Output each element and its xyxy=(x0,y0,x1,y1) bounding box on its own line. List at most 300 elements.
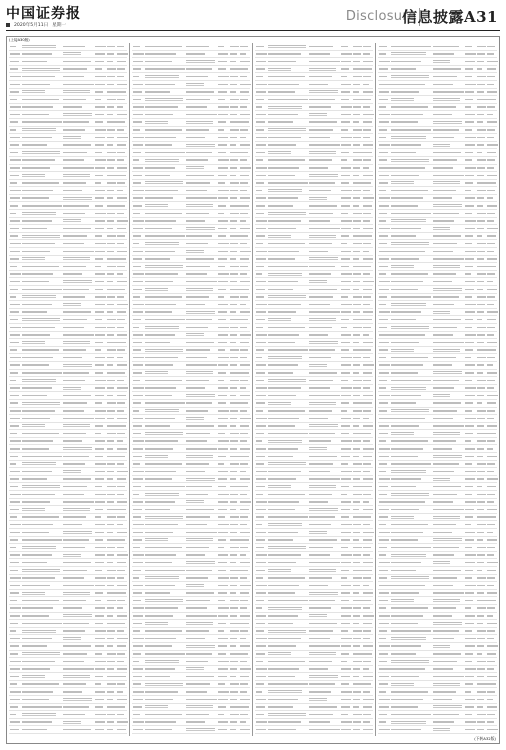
table-cell xyxy=(95,167,105,169)
table-cell xyxy=(433,220,455,222)
table-cell xyxy=(63,129,85,131)
table-cell xyxy=(22,456,62,458)
table-row xyxy=(255,370,373,378)
table-cell xyxy=(133,471,144,473)
table-cell xyxy=(63,668,94,670)
table-cell xyxy=(391,470,426,473)
table-cell xyxy=(230,509,236,511)
table-cell xyxy=(391,91,419,93)
table-cell xyxy=(145,152,185,154)
table-cell xyxy=(256,653,265,655)
table-cell xyxy=(363,585,369,587)
table-cell xyxy=(10,410,21,412)
table-cell xyxy=(363,630,371,632)
table-cell xyxy=(341,683,349,685)
table-cell xyxy=(433,494,457,496)
table-cell xyxy=(363,471,369,473)
table-cell xyxy=(107,615,113,617)
table-row xyxy=(378,362,497,370)
table-cell xyxy=(22,235,60,238)
table-row xyxy=(132,180,250,188)
table-cell xyxy=(363,463,371,465)
table-cell xyxy=(256,167,267,169)
table-cell xyxy=(487,615,493,617)
table-cell xyxy=(487,349,496,351)
table-cell xyxy=(22,524,53,526)
table-cell xyxy=(186,53,205,55)
table-row xyxy=(378,726,497,734)
table-row xyxy=(132,278,250,286)
table-cell xyxy=(63,554,81,557)
table-cell xyxy=(379,167,391,169)
table-cell xyxy=(133,524,144,526)
table-cell xyxy=(22,592,45,595)
table-cell xyxy=(256,342,266,344)
table-cell xyxy=(10,53,20,55)
table-cell xyxy=(465,562,475,564)
table-cell xyxy=(341,448,351,450)
table-cell xyxy=(465,68,474,70)
table-row xyxy=(255,552,373,560)
table-cell xyxy=(22,266,59,268)
table-cell xyxy=(465,547,473,549)
table-row xyxy=(132,240,250,248)
table-row xyxy=(9,499,127,507)
table-cell xyxy=(433,607,456,609)
table-cell xyxy=(186,478,215,481)
table-cell xyxy=(240,478,249,480)
table-cell xyxy=(391,52,426,55)
table-cell xyxy=(117,668,127,670)
table-cell xyxy=(391,265,414,268)
table-cell xyxy=(186,524,207,526)
table-cell xyxy=(391,592,419,594)
table-cell xyxy=(218,456,226,458)
table-cell xyxy=(230,61,236,63)
table-cell xyxy=(218,114,228,116)
table-cell xyxy=(107,144,113,146)
table-cell xyxy=(465,653,474,655)
table-cell xyxy=(218,676,227,678)
table-row xyxy=(255,309,373,317)
table-cell xyxy=(107,68,116,70)
table-cell xyxy=(487,76,495,78)
table-cell xyxy=(268,683,308,685)
table-row xyxy=(132,271,250,279)
table-cell xyxy=(353,668,361,670)
table-cell xyxy=(309,638,330,640)
table-cell xyxy=(341,433,349,435)
table-cell xyxy=(63,205,89,207)
table-row xyxy=(255,658,373,666)
table-cell xyxy=(186,333,204,336)
table-cell xyxy=(63,90,90,93)
table-row xyxy=(255,537,373,545)
table-cell xyxy=(268,372,293,374)
table-cell xyxy=(186,570,212,572)
table-cell xyxy=(477,144,484,146)
table-row xyxy=(378,347,497,355)
table-cell xyxy=(353,296,362,298)
table-cell xyxy=(133,106,144,108)
table-cell xyxy=(145,501,175,503)
table-cell xyxy=(218,167,228,169)
table-cell xyxy=(309,471,330,473)
table-cell xyxy=(391,84,425,86)
table-cell xyxy=(218,281,228,283)
table-cell xyxy=(379,501,391,503)
table-cell xyxy=(487,53,494,55)
table-cell xyxy=(22,471,52,473)
table-row xyxy=(132,43,250,51)
table-row xyxy=(378,529,497,537)
table-row xyxy=(378,324,497,332)
table-cell xyxy=(117,296,124,298)
table-cell xyxy=(309,494,332,496)
table-cell xyxy=(107,319,116,321)
table-cell xyxy=(309,410,332,412)
table-cell xyxy=(230,592,236,594)
table-cell xyxy=(117,281,126,283)
table-cell xyxy=(391,205,418,207)
table-cell xyxy=(186,273,207,275)
table-cell xyxy=(268,281,298,283)
table-cell xyxy=(22,159,55,161)
table-cell xyxy=(477,311,484,313)
table-cell xyxy=(10,190,21,192)
table-cell xyxy=(477,167,485,169)
table-cell xyxy=(477,433,487,435)
table-cell xyxy=(268,379,306,382)
table-cell xyxy=(379,630,387,632)
table-cell xyxy=(95,243,106,245)
table-cell xyxy=(95,357,105,359)
table-cell xyxy=(391,213,431,215)
table-cell xyxy=(240,372,249,374)
table-cell xyxy=(95,349,101,351)
table-cell xyxy=(487,357,494,359)
table-cell xyxy=(22,341,45,344)
table-row xyxy=(132,476,250,484)
table-cell xyxy=(341,456,350,458)
table-cell xyxy=(107,137,114,139)
table-cell xyxy=(145,699,173,701)
table-cell xyxy=(268,106,303,109)
table-cell xyxy=(379,258,389,260)
table-cell xyxy=(465,554,477,556)
table-cell xyxy=(95,729,104,731)
table-cell xyxy=(487,61,497,63)
table-cell xyxy=(230,395,236,397)
table-cell xyxy=(341,129,348,131)
table-cell xyxy=(268,630,306,633)
table-cell xyxy=(487,630,495,632)
table-row xyxy=(378,423,497,431)
table-row xyxy=(378,187,497,195)
table-cell xyxy=(145,281,173,283)
table-cell xyxy=(10,600,17,602)
table-cell xyxy=(363,159,370,161)
table-cell xyxy=(268,706,293,708)
table-cell xyxy=(465,197,476,199)
table-cell xyxy=(186,577,208,579)
table-cell xyxy=(117,691,123,693)
table-row xyxy=(9,666,127,674)
table-cell xyxy=(230,380,239,382)
table-cell xyxy=(465,592,475,594)
table-cell xyxy=(22,205,62,207)
table-cell xyxy=(433,705,463,708)
table-cell xyxy=(477,547,487,549)
table-cell xyxy=(22,304,52,306)
table-cell xyxy=(145,562,172,564)
table-cell xyxy=(117,524,123,526)
table-cell xyxy=(22,577,55,579)
table-cell xyxy=(186,288,213,291)
table-cell xyxy=(186,197,217,199)
table-cell xyxy=(391,75,429,78)
table-cell xyxy=(133,501,143,503)
table-cell xyxy=(268,554,301,556)
table-cell xyxy=(309,129,333,131)
table-cell xyxy=(218,228,227,230)
table-cell xyxy=(95,137,105,139)
table-cell xyxy=(218,289,226,291)
table-cell xyxy=(10,562,19,564)
table-cell xyxy=(341,486,349,488)
table-row xyxy=(255,119,373,127)
table-cell xyxy=(477,53,486,55)
table-row xyxy=(255,613,373,621)
table-cell xyxy=(353,471,361,473)
table-cell xyxy=(477,129,487,131)
table-cell xyxy=(391,554,426,557)
table-cell xyxy=(477,410,487,412)
table-row xyxy=(255,651,373,659)
table-cell xyxy=(391,251,425,253)
table-row xyxy=(255,476,373,484)
table-cell xyxy=(230,699,237,701)
table-cell xyxy=(379,99,388,101)
table-cell xyxy=(363,395,373,397)
table-cell xyxy=(10,342,19,344)
table-cell xyxy=(133,691,144,693)
table-row xyxy=(132,149,250,157)
table-row xyxy=(255,590,373,598)
table-cell xyxy=(256,615,266,617)
table-cell xyxy=(186,584,204,587)
table-cell xyxy=(353,516,363,518)
table-cell xyxy=(145,630,182,632)
table-cell xyxy=(477,190,486,192)
table-cell xyxy=(107,46,116,48)
table-cell xyxy=(477,197,485,199)
table-cell xyxy=(433,258,464,260)
table-row xyxy=(378,81,497,89)
table-cell xyxy=(391,645,421,647)
table-cell xyxy=(95,577,106,579)
table-cell xyxy=(117,554,127,556)
table-cell xyxy=(240,395,249,397)
table-cell xyxy=(256,471,267,473)
table-cell xyxy=(363,729,373,731)
table-cell xyxy=(341,334,351,336)
table-cell xyxy=(95,53,105,55)
table-cell xyxy=(341,516,349,518)
table-cell xyxy=(63,547,85,549)
table-cell xyxy=(218,152,226,154)
table-cell xyxy=(230,425,236,427)
table-cell xyxy=(391,387,426,390)
table-cell xyxy=(63,562,91,564)
table-cell xyxy=(95,721,105,723)
table-cell xyxy=(10,706,18,708)
table-cell xyxy=(10,159,21,161)
table-cell xyxy=(133,311,143,313)
table-cell xyxy=(186,204,213,207)
table-row xyxy=(255,468,373,476)
table-cell xyxy=(487,152,496,154)
table-cell xyxy=(240,311,249,313)
table-cell xyxy=(218,516,225,518)
table-cell xyxy=(145,532,173,534)
table-row xyxy=(132,628,250,636)
table-cell xyxy=(363,600,371,602)
table-cell xyxy=(487,433,496,435)
table-cell xyxy=(363,661,370,663)
table-cell xyxy=(363,402,372,404)
table-cell xyxy=(133,68,141,70)
table-cell xyxy=(186,327,208,329)
table-cell xyxy=(487,266,496,268)
table-cell xyxy=(218,402,226,404)
table-cell xyxy=(477,121,483,123)
table-cell xyxy=(341,463,348,465)
table-cell xyxy=(107,289,117,291)
table-cell xyxy=(218,121,226,123)
table-cell xyxy=(353,425,359,427)
table-cell xyxy=(309,524,331,526)
table-cell xyxy=(10,668,20,670)
table-cell xyxy=(309,691,331,693)
table-cell xyxy=(186,76,208,78)
table-columns xyxy=(7,43,499,736)
table-cell xyxy=(63,84,94,86)
table-cell xyxy=(240,577,247,579)
table-cell xyxy=(186,494,208,496)
table-cell xyxy=(63,433,86,435)
table-cell xyxy=(379,205,389,207)
table-cell xyxy=(379,494,387,496)
table-cell xyxy=(379,676,389,678)
table-cell xyxy=(133,53,144,55)
table-cell xyxy=(433,714,459,716)
table-cell xyxy=(391,463,431,465)
table-cell xyxy=(230,281,237,283)
table-cell xyxy=(186,425,214,427)
table-cell xyxy=(230,615,237,617)
table-cell xyxy=(10,197,20,199)
table-cell xyxy=(433,327,457,329)
table-cell xyxy=(465,714,473,716)
table-cell xyxy=(363,334,369,336)
table-row xyxy=(9,544,127,552)
table-cell xyxy=(487,554,494,556)
table-cell xyxy=(465,706,474,708)
table-row xyxy=(378,696,497,704)
table-cell xyxy=(63,152,87,154)
table-cell xyxy=(433,501,454,503)
table-row xyxy=(9,51,127,59)
table-cell xyxy=(145,380,182,382)
table-row xyxy=(9,165,127,173)
table-cell xyxy=(268,395,296,397)
table-cell xyxy=(133,592,142,594)
table-cell xyxy=(145,175,170,177)
table-cell xyxy=(117,167,127,169)
table-cell xyxy=(256,182,264,184)
table-cell xyxy=(230,76,239,78)
table-cell xyxy=(268,334,299,336)
table-row xyxy=(9,719,127,727)
table-cell xyxy=(268,205,293,207)
table-cell xyxy=(240,570,248,572)
table-cell xyxy=(133,190,144,192)
table-cell xyxy=(353,273,362,275)
table-cell xyxy=(353,114,360,116)
newspaper-logo: 中国证券报 xyxy=(6,6,81,22)
table-cell xyxy=(477,266,487,268)
table-cell xyxy=(256,501,267,503)
table-cell xyxy=(363,235,372,237)
table-cell xyxy=(230,106,238,108)
table-cell xyxy=(341,592,350,594)
table-row xyxy=(9,89,127,97)
table-cell xyxy=(107,114,113,116)
table-cell xyxy=(379,706,389,708)
table-cell xyxy=(341,258,350,260)
table-cell xyxy=(63,585,94,587)
table-cell xyxy=(145,721,176,723)
table-cell xyxy=(240,251,250,253)
table-cell xyxy=(117,61,126,63)
table-cell xyxy=(240,676,249,678)
table-cell xyxy=(133,197,143,199)
table-cell xyxy=(353,53,361,55)
table-cell xyxy=(363,456,372,458)
table-row xyxy=(255,134,373,142)
table-cell xyxy=(230,471,238,473)
table-cell xyxy=(22,364,49,366)
table-cell xyxy=(268,356,303,359)
table-row xyxy=(9,278,127,286)
table-cell xyxy=(341,714,348,716)
table-cell xyxy=(353,494,362,496)
table-cell xyxy=(240,661,247,663)
table-cell xyxy=(433,349,460,352)
table-row xyxy=(378,666,497,674)
table-cell xyxy=(117,251,127,253)
table-cell xyxy=(145,524,178,526)
table-cell xyxy=(230,266,239,268)
table-cell xyxy=(230,251,237,253)
table-cell xyxy=(218,570,226,572)
table-cell xyxy=(477,501,485,503)
table-cell xyxy=(22,357,53,359)
table-cell xyxy=(95,182,101,184)
table-cell xyxy=(487,380,495,382)
table-cell xyxy=(391,152,416,154)
